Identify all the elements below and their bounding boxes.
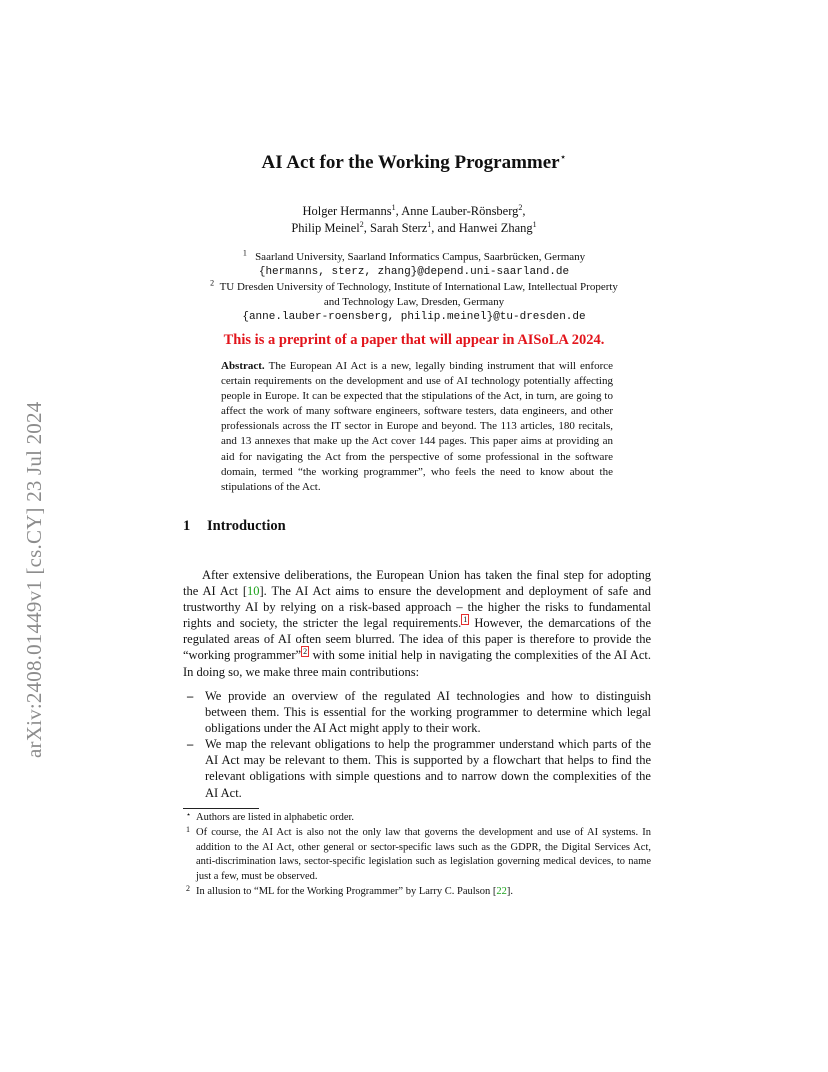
bullet-marker: –: [187, 737, 194, 752]
paragraph-text: with some initial help in navigating the complexities of the AI Act. In doing so, we make three main contributions:: [183, 648, 652, 679]
author-separator: , and: [431, 221, 459, 235]
author-affiliation-mark: 1: [532, 219, 537, 229]
paragraph-text: After extensive deliberations, the European Union has taken the final step for adopting the AI Act [: [183, 568, 651, 599]
affiliation-email: {anne.lauber-roensberg, philip.meinel}@tu-dresden.de: [242, 311, 586, 323]
footnote-text: Authors are listed in alphabetic order.: [196, 812, 355, 823]
list-item: [183, 688, 651, 736]
list-item-text: We map the relevant obligations to help the programmer understand which parts of the AI Act may be relevant to them. This is supported by a flowchart that helps to find the relevant obligations with simple questions and to narrow down the complexities of the AI Act.: [205, 737, 651, 800]
footnote: [183, 885, 651, 900]
paragraph-text: However, the demarcations of the regulated areas of AI often seem blurred. The idea of this paper is therefore to provide the “working programmer”: [183, 616, 651, 663]
affiliation-email: {hermanns, sterz, zhang}@depend.uni-saarland.de: [258, 266, 570, 278]
affiliation-text-continued: and Technology Law, Dresden, Germany: [323, 296, 505, 308]
footnote-link[interactable]: 2: [303, 647, 308, 657]
affiliation-2: [0, 280, 828, 325]
section-title: Introduction: [207, 518, 286, 534]
author-affiliation-mark: 1: [427, 219, 432, 229]
footnote-mark: ⋆: [186, 810, 192, 819]
author-affiliation-mark: 2: [518, 202, 523, 212]
footnote-mark: 1: [186, 824, 190, 834]
footnote-text: ].: [506, 885, 514, 897]
abstract: [221, 359, 613, 495]
affiliation-number: 2: [210, 278, 215, 288]
citation-link[interactable]: 22: [496, 885, 507, 897]
abstract-label: Abstract.: [221, 360, 265, 372]
affiliation-1: [0, 250, 828, 280]
author-separator: ,: [522, 204, 526, 218]
author-name: Holger Hermanns: [302, 204, 392, 218]
author-name: Philip Meinel: [291, 221, 360, 235]
section-number: 1: [183, 518, 191, 534]
footnotes: [183, 811, 651, 900]
citation-link[interactable]: 10: [247, 584, 260, 599]
list-item: [183, 736, 651, 800]
footnote-text: Of course, the AI Act is also not the only law that governs the development and use of AI systems. In addition to the AI Act, other general or sector-specific laws such as the GDPR, the Digital Services Act, anti-discrimination laws, sector-specific legislation such as legislation governing medical devices, to name just a few, must be observed.: [196, 826, 651, 883]
list-item-text: We provide an overview of the regulated AI technologies and how to distinguish between them. This is essential for the working programmer to determine which legal obligations under the AI Act might apply to their work.: [205, 689, 651, 736]
author-name: Anne Lauber-Rönsberg: [401, 204, 519, 218]
author-separator: ,: [395, 204, 402, 218]
footnote-divider: [183, 808, 259, 809]
author-separator: ,: [363, 221, 370, 235]
affiliation-text: Saarland University, Saarland Informatics Campus, Saarbrücken, Germany: [255, 251, 586, 263]
preprint-notice: This is a preprint of a paper that will appear in AISoLA 2024.: [223, 332, 605, 348]
footnote: [183, 826, 651, 885]
author-affiliation-mark: 2: [359, 219, 364, 229]
footnote-link[interactable]: 1: [463, 615, 468, 625]
title-footnote-mark: ⋆: [559, 151, 567, 164]
author-name: Sarah Sterz: [370, 221, 428, 235]
arxiv-identifier: arXiv:2408.01449v1 [cs.CY] 23 Jul 2024: [22, 401, 46, 758]
author-name: Hanwei Zhang: [458, 221, 533, 235]
section-heading: [183, 518, 286, 535]
affiliation-text: TU Dresden University of Technology, Institute of International Law, Intellectual Property: [219, 281, 618, 293]
author-line-2: [0, 220, 828, 237]
bullet-marker: –: [187, 689, 194, 703]
paper-title: [0, 152, 828, 174]
author-line-1: [0, 203, 828, 220]
footnote-mark: 2: [186, 883, 190, 893]
author-list: [0, 203, 828, 237]
contribution-list: [183, 688, 651, 801]
author-affiliation-mark: 1: [391, 202, 396, 212]
paragraph-text: ]. The AI Act aims to ensure the development and deployment of safe and trustworthy AI by relying on a risk-based approach – the higher the risks to fundamental rights and society, the stricter the legal requirements.: [183, 584, 651, 631]
footnote-text: In allusion to “ML for the Working Programmer” by Larry C. Paulson [: [196, 885, 497, 897]
affiliation-number: 1: [242, 248, 247, 258]
footnote: [183, 811, 651, 826]
abstract-text: The European AI Act is a new, legally binding instrument that will enforce certain requirements on the development and use of AI technology potentially affecting people in Europe. It can be expected that the stipulations of the Act, in turn, are going to affect the work of many software engineers, software testers, data engineers, and other professionals across the IT sector in Europe and beyond. The 113 articles, 180 recitals, and 13 annexes that make up the Act cover 144 pages. This paper aims at providing an aid for navigating the Act from the perspective of some professional in the software domain, termed “the working programmer”, who feels the need to know about the stipulations of the Act.: [221, 360, 613, 493]
intro-paragraph: [183, 567, 651, 680]
title-text: AI Act for the Working Programmer: [261, 152, 560, 173]
